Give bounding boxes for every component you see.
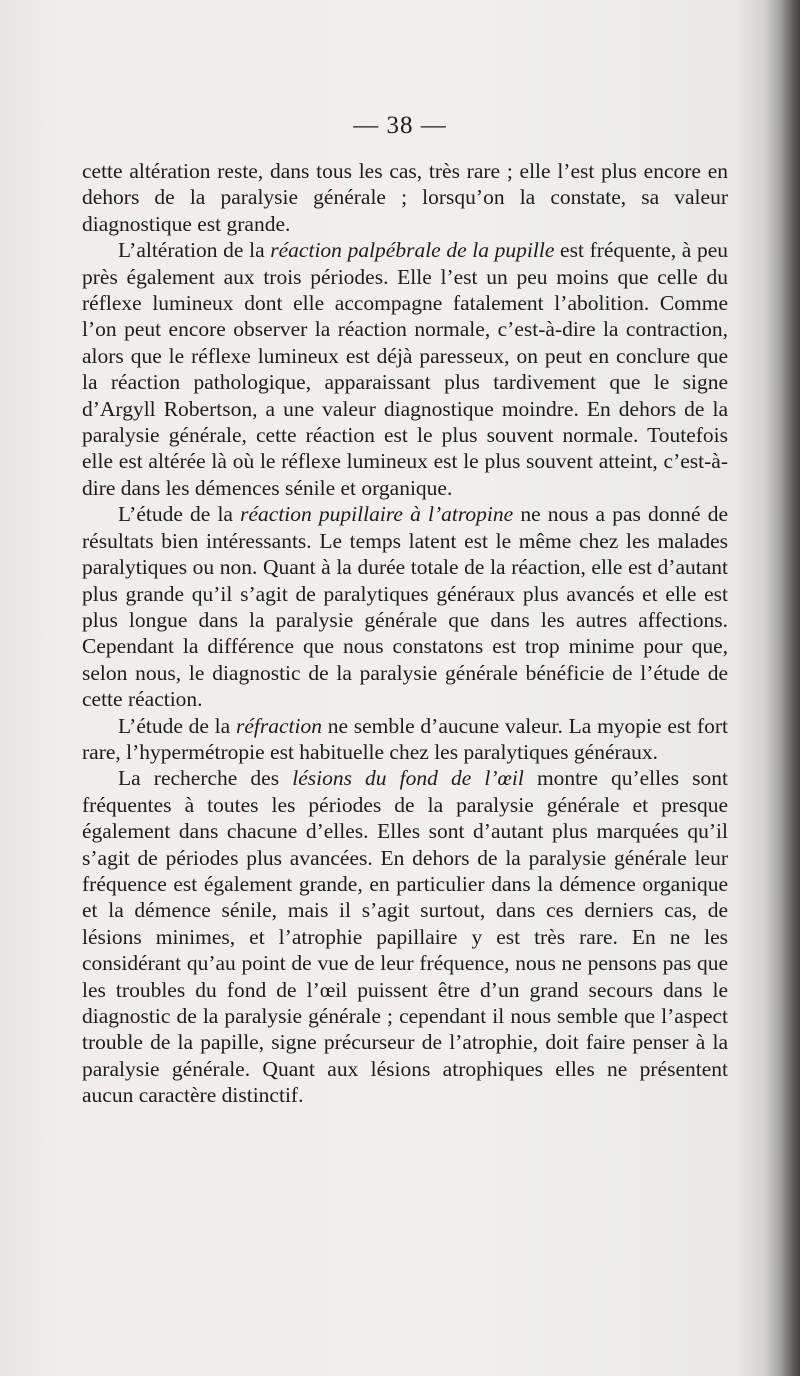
- text-run: L’étude de la: [118, 713, 236, 738]
- italic-term: réaction palpébrale de la pupille: [270, 238, 555, 263]
- italic-term: réaction pupillaire à l’atropine: [240, 502, 514, 527]
- body-text: [82, 158, 728, 1109]
- text-run: ne semble d’aucune valeur. La myopie est fort rare, l’hypermétropie est habituelle chez les paralytiques généraux.: [82, 713, 729, 764]
- paragraph: [82, 237, 728, 501]
- italic-term: réfraction: [235, 713, 322, 738]
- paragraph: [82, 501, 728, 712]
- text-run: La recherche des: [118, 766, 293, 791]
- text-run: ne nous a pas donné de résultats bien intéressants. Le temps latent est le même chez les malades paralytiques ou non. Quant à la durée totale de la réaction, elle est d’autant plus grande qu’il s’agit de paralytiques généraux plus avancés et elle est plus longue dans la paralysie générale que dans les autres affections. Cependant la différence que nous constatons est trop minime pour que, selon nous, le diagnostic de la paralysie générale bénéficie de l’étude de cette réaction.: [82, 502, 728, 712]
- text-run: est fréquente, à peu près également aux trois périodes. Elle l’est un peu moins que celle du réflexe lumineux dont elle accompagne fatalement l’abolition. Comme l’on peut encore observer la réaction normale, c’est-à-dire la contraction, alors que le réflexe lumineux est déjà paresseux, on peut en conclure que la réaction pathologique, apparaissant plus tardivement que le signe d’Argyll Robertson, a une valeur diagnostique moindre. En dehors de la paralysie générale, cette réaction est le plus souvent normale. Toutefois elle est altérée là où le réflexe lumineux est le plus souvent atteint, c’est-à-dire dans les démences sénile et organique.: [82, 238, 729, 500]
- paragraph: [82, 713, 728, 766]
- page-number: — 38 —: [353, 112, 447, 139]
- text-run: cette altération reste, dans tous les cas, très rare ; elle l’est plus encore en dehors de la paralysie générale ; lorsqu’on la constate, sa valeur diagnostique est grande.: [82, 159, 728, 236]
- page-gutter-shadow: [764, 0, 800, 1376]
- paragraph: [82, 158, 728, 237]
- paragraph: [82, 765, 728, 1108]
- text-run: L’altération de la: [118, 238, 271, 263]
- italic-term: lésions du fond de l’œil: [292, 766, 524, 791]
- text-run: montre qu’elles sont fréquentes à toutes les périodes de la paralysie générale et presque également dans chacune d’elles. Elles sont d’autant plus marquées qu’il s’agit de périodes plus avancées. En dehors de la paralysie générale leur fréquence est également grande, en particulier dans la démence organique et la démence sénile, mais il s’agit surtout, dans ces derniers cas, de lésions minimes, et l’atrophie papillaire y est très rare. En ne les considérant qu’au point de vue de leur fréquence, nous ne pensons pas que les troubles du fond de l’œil puissent être d’un grand secours dans le diagnostic de la paralysie générale ; cependant il nous semble que l’aspect trouble de la papille, signe précurseur de l’atrophie, doit faire penser à la paralysie générale. Quant aux lésions atrophiques elles ne présentent aucun caractère distinctif.: [82, 766, 728, 1108]
- text-run: L’étude de la: [118, 502, 241, 527]
